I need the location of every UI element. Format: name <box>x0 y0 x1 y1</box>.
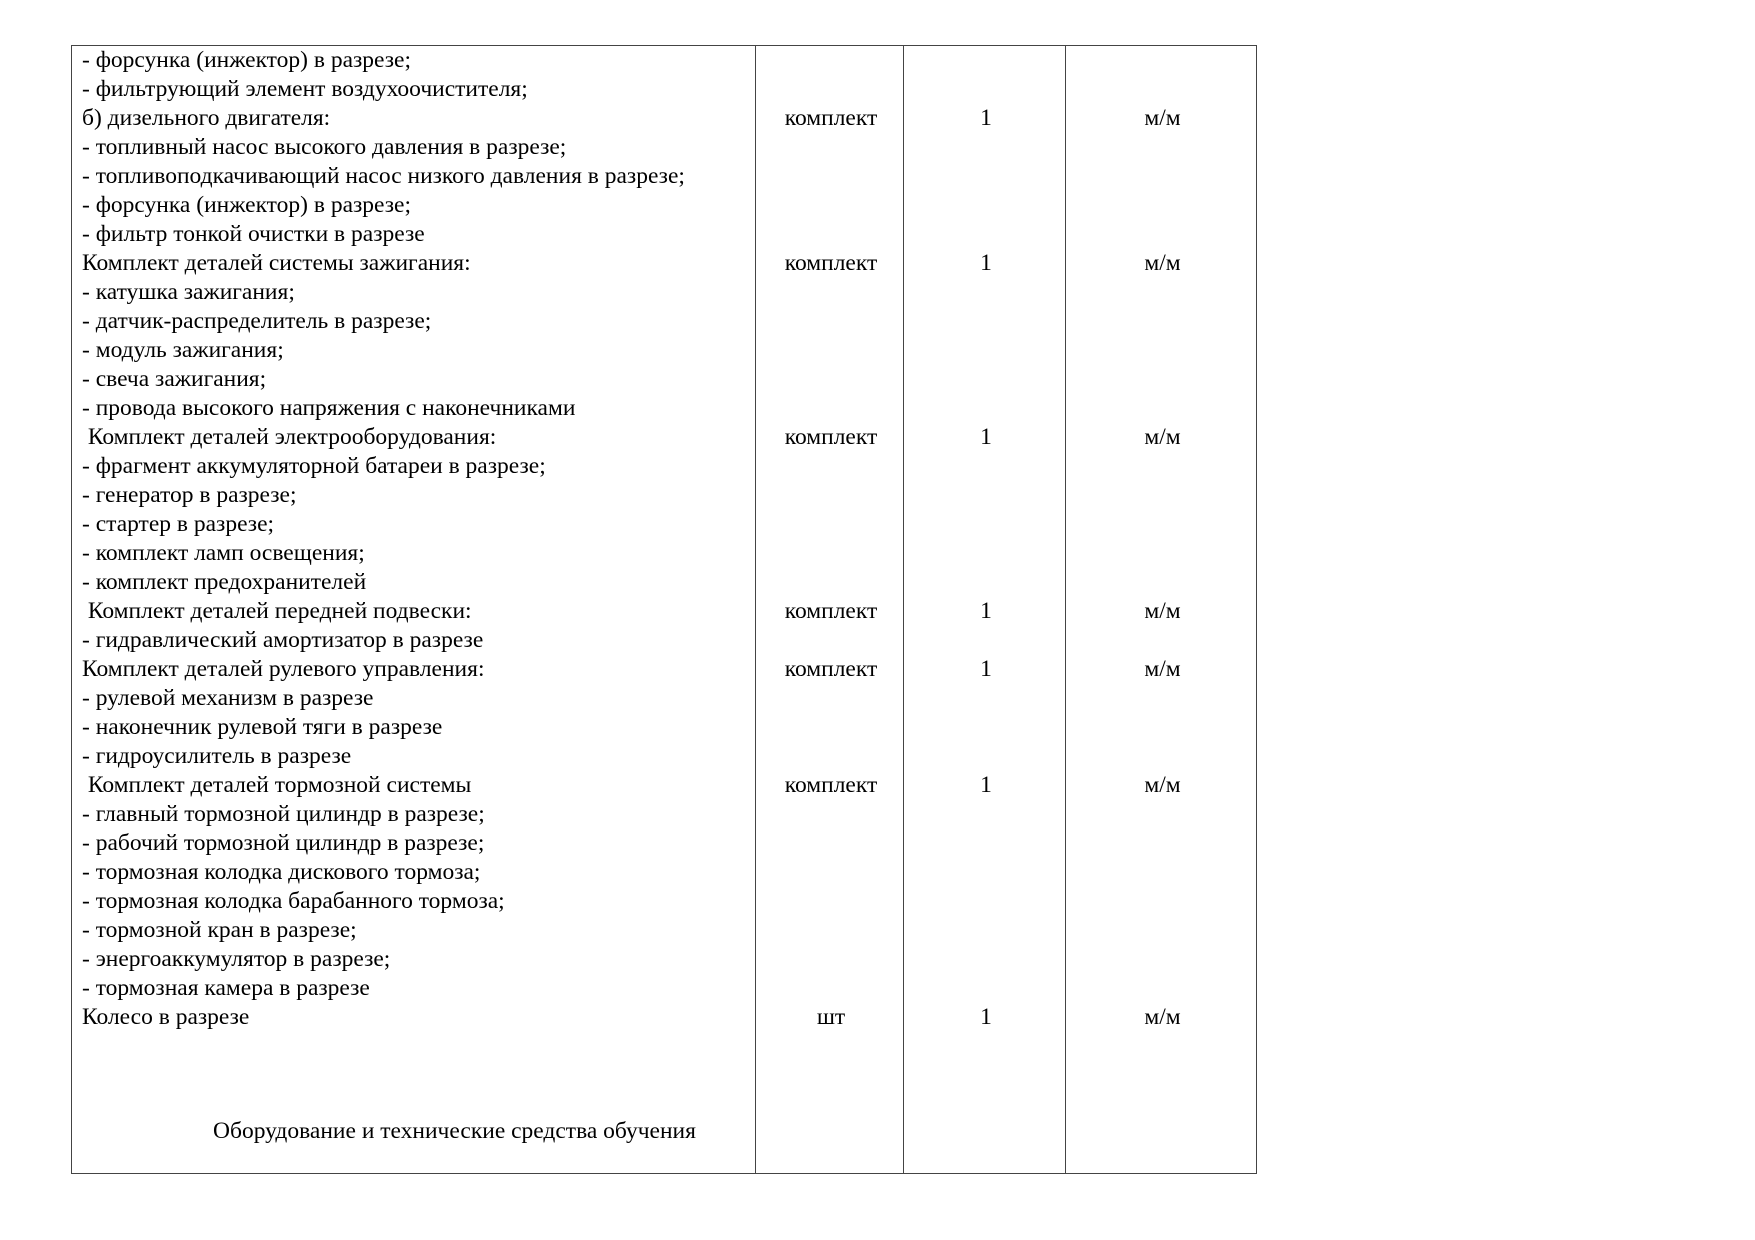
quantity-cell: 1 <box>980 656 992 682</box>
quantity-cell: 1 <box>980 1004 992 1030</box>
unit-cell: комплект <box>784 424 878 450</box>
description-line: - тормозная колодка дискового тормоза; <box>82 859 481 885</box>
quantity-cell: 1 <box>980 772 992 798</box>
unit-cell: комплект <box>784 656 878 682</box>
section-title: Оборудование и технические средства обучения <box>213 1118 696 1144</box>
description-line: Комплект деталей электрооборудования: <box>82 424 497 450</box>
note-cell: м/м <box>1144 250 1181 276</box>
note-cell: м/м <box>1144 772 1181 798</box>
description-line: - топливный насос высокого давления в разрезе; <box>82 134 567 160</box>
note-cell: м/м <box>1144 1004 1181 1030</box>
description-line: - рабочий тормозной цилиндр в разрезе; <box>82 830 485 856</box>
description-line: - главный тормозной цилиндр в разрезе; <box>82 801 485 827</box>
description-line: б) дизельного двигателя: <box>82 105 331 131</box>
unit-cell: комплект <box>784 598 878 624</box>
description-line: - гидравлический амортизатор в разрезе <box>82 627 484 653</box>
description-line: - датчик-распределитель в разрезе; <box>82 308 432 334</box>
description-line: Комплект деталей системы зажигания: <box>82 250 471 276</box>
note-cell: м/м <box>1144 105 1181 131</box>
description-line: Комплект деталей тормозной системы <box>82 772 472 798</box>
description-line: - тормозная камера в разрезе <box>82 975 370 1001</box>
description-line: - гидроусилитель в разрезе <box>82 743 352 769</box>
quantity-cell: 1 <box>980 424 992 450</box>
unit-cell: комплект <box>784 772 878 798</box>
description-line: - комплект предохранителей <box>82 569 367 595</box>
quantity-cell: 1 <box>980 250 992 276</box>
description-line: - фильтрующий элемент воздухоочистителя; <box>82 76 528 102</box>
description-line: Комплект деталей рулевого управления: <box>82 656 485 682</box>
description-line: - модуль зажигания; <box>82 337 284 363</box>
unit-cell: комплект <box>784 250 878 276</box>
description-line: - генератор в разрезе; <box>82 482 297 508</box>
description-line: - форсунка (инжектор) в разрезе; <box>82 47 411 73</box>
description-line: - топливоподкачивающий насос низкого давления в разрезе; <box>82 163 685 189</box>
quantity-cell: 1 <box>980 598 992 624</box>
note-cell: м/м <box>1144 424 1181 450</box>
description-line: - провода высокого напряжения с наконечниками <box>82 395 576 421</box>
description-line: - стартер в разрезе; <box>82 511 275 537</box>
description-line: Колесо в разрезе <box>82 1004 250 1030</box>
description-line: - комплект ламп освещения; <box>82 540 365 566</box>
note-cell: м/м <box>1144 598 1181 624</box>
quantity-cell: 1 <box>980 105 992 131</box>
column-divider <box>755 46 756 1173</box>
description-line: - наконечник рулевой тяги в разрезе <box>82 714 443 740</box>
description-line: - энергоаккумулятор в разрезе; <box>82 946 391 972</box>
description-line: - форсунка (инжектор) в разрезе; <box>82 192 411 218</box>
note-cell: м/м <box>1144 656 1181 682</box>
description-line: - тормозной кран в разрезе; <box>82 917 357 943</box>
description-line: - тормозная колодка барабанного тормоза; <box>82 888 505 914</box>
description-line: - катушка зажигания; <box>82 279 295 305</box>
description-line: Комплект деталей передней подвески: <box>82 598 472 624</box>
description-line: - рулевой механизм в разрезе <box>82 685 374 711</box>
description-line: - фильтр тонкой очистки в разрезе <box>82 221 425 247</box>
equipment-table <box>71 45 1257 1174</box>
description-line: - свеча зажигания; <box>82 366 267 392</box>
unit-cell: шт <box>816 1004 846 1030</box>
unit-cell: комплект <box>784 105 878 131</box>
description-line: - фрагмент аккумуляторной батареи в разрезе; <box>82 453 546 479</box>
